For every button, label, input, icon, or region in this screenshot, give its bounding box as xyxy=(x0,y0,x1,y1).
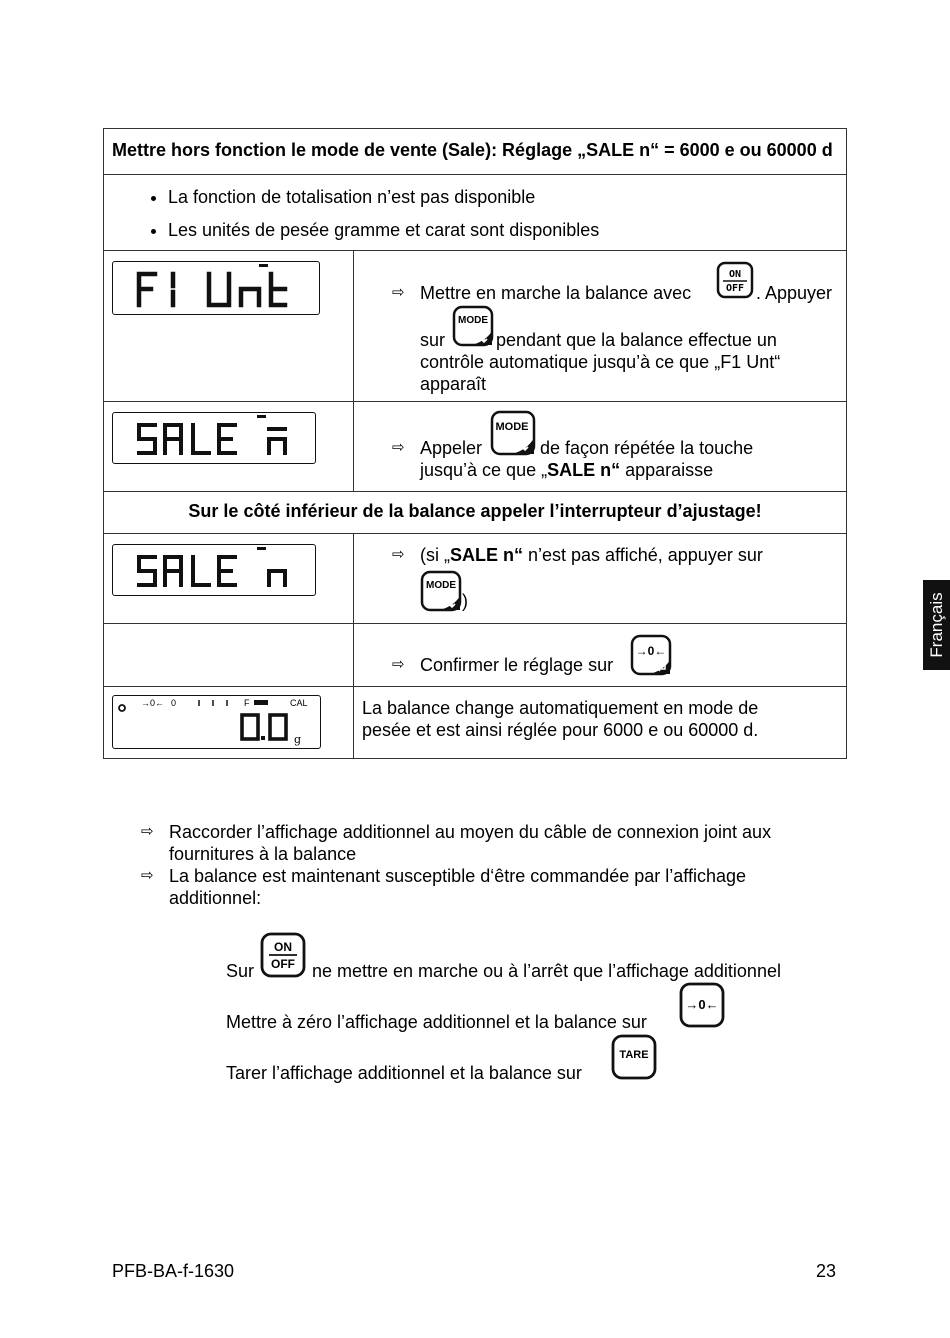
svg-text:0: 0 xyxy=(171,698,177,708)
instruction-text: Mettre en marche la balance avec xyxy=(420,283,692,303)
instruction-text: de façon répétée la touche xyxy=(540,438,754,458)
svg-text:TARE: TARE xyxy=(619,1049,649,1061)
result-text: La balance change automatiquement en mode de xyxy=(362,698,759,718)
empty-cell xyxy=(104,624,354,687)
instruction-text: sur xyxy=(420,330,446,350)
language-tab-label: Français xyxy=(926,592,946,658)
on-off-key-icon xyxy=(260,932,306,978)
lcd-display-sale-n xyxy=(112,544,316,596)
instruction-cell-2 xyxy=(354,402,847,492)
open-right-arrow-icon: ⇨ xyxy=(392,546,405,563)
bullet-cell xyxy=(104,175,847,251)
lcd-segments-sale-n xyxy=(113,413,314,462)
instruction-text: jusqu’à ce que „SALE n“ apparaisse xyxy=(420,460,714,480)
result-cell xyxy=(354,687,847,759)
svg-text:→0←: →0← xyxy=(635,644,667,658)
lcd-display-f1unt xyxy=(112,261,320,315)
zero-key-icon xyxy=(630,634,672,676)
lcd-cell-sale-n-2 xyxy=(104,534,354,624)
instruction-cell-3: ⇨ (si „SALE n“ n’est pas affiché, appuyer sur MODE ) xyxy=(354,534,847,624)
table-header: Mettre hors fonction le mode de vente (Sale): Réglage „SALE n“ = 6000 e ou 60000 d xyxy=(104,129,847,175)
svg-text:F: F xyxy=(244,698,250,708)
mode-key-icon xyxy=(420,570,462,612)
lcd-segments-sale-n xyxy=(113,545,314,594)
lcd-segments-weighing xyxy=(113,696,319,747)
svg-text:→0←: →0← xyxy=(685,997,719,1012)
svg-text:OFF: OFF xyxy=(271,957,295,971)
adjustment-switch-notice: Sur le côté inférieur de la balance appeler l’interrupteur d’ajustage! xyxy=(104,492,847,534)
on-off-key-icon xyxy=(716,261,754,299)
instruction-text: contrôle automatique jusqu’à ce que „F1 Unt“ xyxy=(420,352,781,372)
tare-key-icon xyxy=(611,1034,657,1080)
list-item: ⇨ Raccorder l’affichage additionnel au moyen du câble de connexion joint aux fournitures à la balance xyxy=(141,822,772,864)
lcd-cell-f1unt xyxy=(104,251,354,402)
instruction-text: Confirmer le réglage sur xyxy=(420,655,614,675)
open-right-arrow-icon: ⇨ xyxy=(392,284,405,301)
page-number: 23 xyxy=(816,1261,837,1281)
lcd-display-sale-n xyxy=(112,412,316,464)
language-tab xyxy=(923,580,950,670)
zero-key-icon xyxy=(679,982,725,1028)
open-right-arrow-icon: ⇨ xyxy=(392,656,405,673)
instruction-text: . Appuyer xyxy=(756,283,833,303)
svg-text:→0←: →0← xyxy=(141,698,165,708)
instruction-text: pendant que la balance effectue un xyxy=(496,330,777,350)
svg-text:ON: ON xyxy=(728,269,742,280)
connection-instructions xyxy=(138,821,838,909)
mode-key-icon xyxy=(490,410,536,456)
open-right-arrow-icon: ⇨ xyxy=(141,823,154,840)
lcd-cell-sale-n-1 xyxy=(104,402,354,492)
lcd-display-weighing xyxy=(112,695,321,749)
open-right-arrow-icon: ⇨ xyxy=(392,439,405,456)
instruction-text: apparaît xyxy=(420,374,487,394)
svg-text:ON: ON xyxy=(274,940,292,954)
svg-text:g: g xyxy=(294,733,302,746)
list-item: • Les unités de pesée gramme et carat sont disponibles xyxy=(168,219,838,241)
mode-key-icon xyxy=(452,305,494,347)
lcd-cell-weighing xyxy=(104,687,354,759)
instruction-text: ) xyxy=(462,591,468,611)
key-function-list: Sur ON OFF ne mettre en marche ou à l’arrêt que l’affichage additionnel Mettre à zéro l’affichage additionnel et la balance sur →0← Tarer l’affichage additionnel et la balance sur TARE xyxy=(226,930,826,1090)
list-item: • La fonction de totalisation n’est pas disponible xyxy=(168,186,838,208)
instruction-text: (si „ xyxy=(420,545,450,565)
svg-text:MODE: MODE xyxy=(458,315,488,326)
lcd-segments-f1unt xyxy=(113,262,318,313)
document-id: PFB-BA-f-1630 xyxy=(112,1261,235,1281)
svg-text:MODE: MODE xyxy=(495,421,529,433)
result-text: pesée et est ainsi réglée pour 6000 e ou 60000 d. xyxy=(362,720,759,740)
instruction-cell-4 xyxy=(354,624,847,687)
open-right-arrow-icon: ⇨ xyxy=(141,867,154,884)
list-item: ⇨ La balance est maintenant susceptible d‘être commandée par l’affichage additionnel: xyxy=(141,866,747,908)
svg-text:OFF: OFF xyxy=(725,283,745,294)
instruction-cell-1 xyxy=(354,251,847,402)
instruction-text: Appeler xyxy=(420,438,483,458)
procedure-table xyxy=(103,128,847,759)
svg-text:MODE: MODE xyxy=(426,580,456,591)
bullet-list xyxy=(138,186,838,241)
svg-text:CAL: CAL xyxy=(290,698,308,708)
